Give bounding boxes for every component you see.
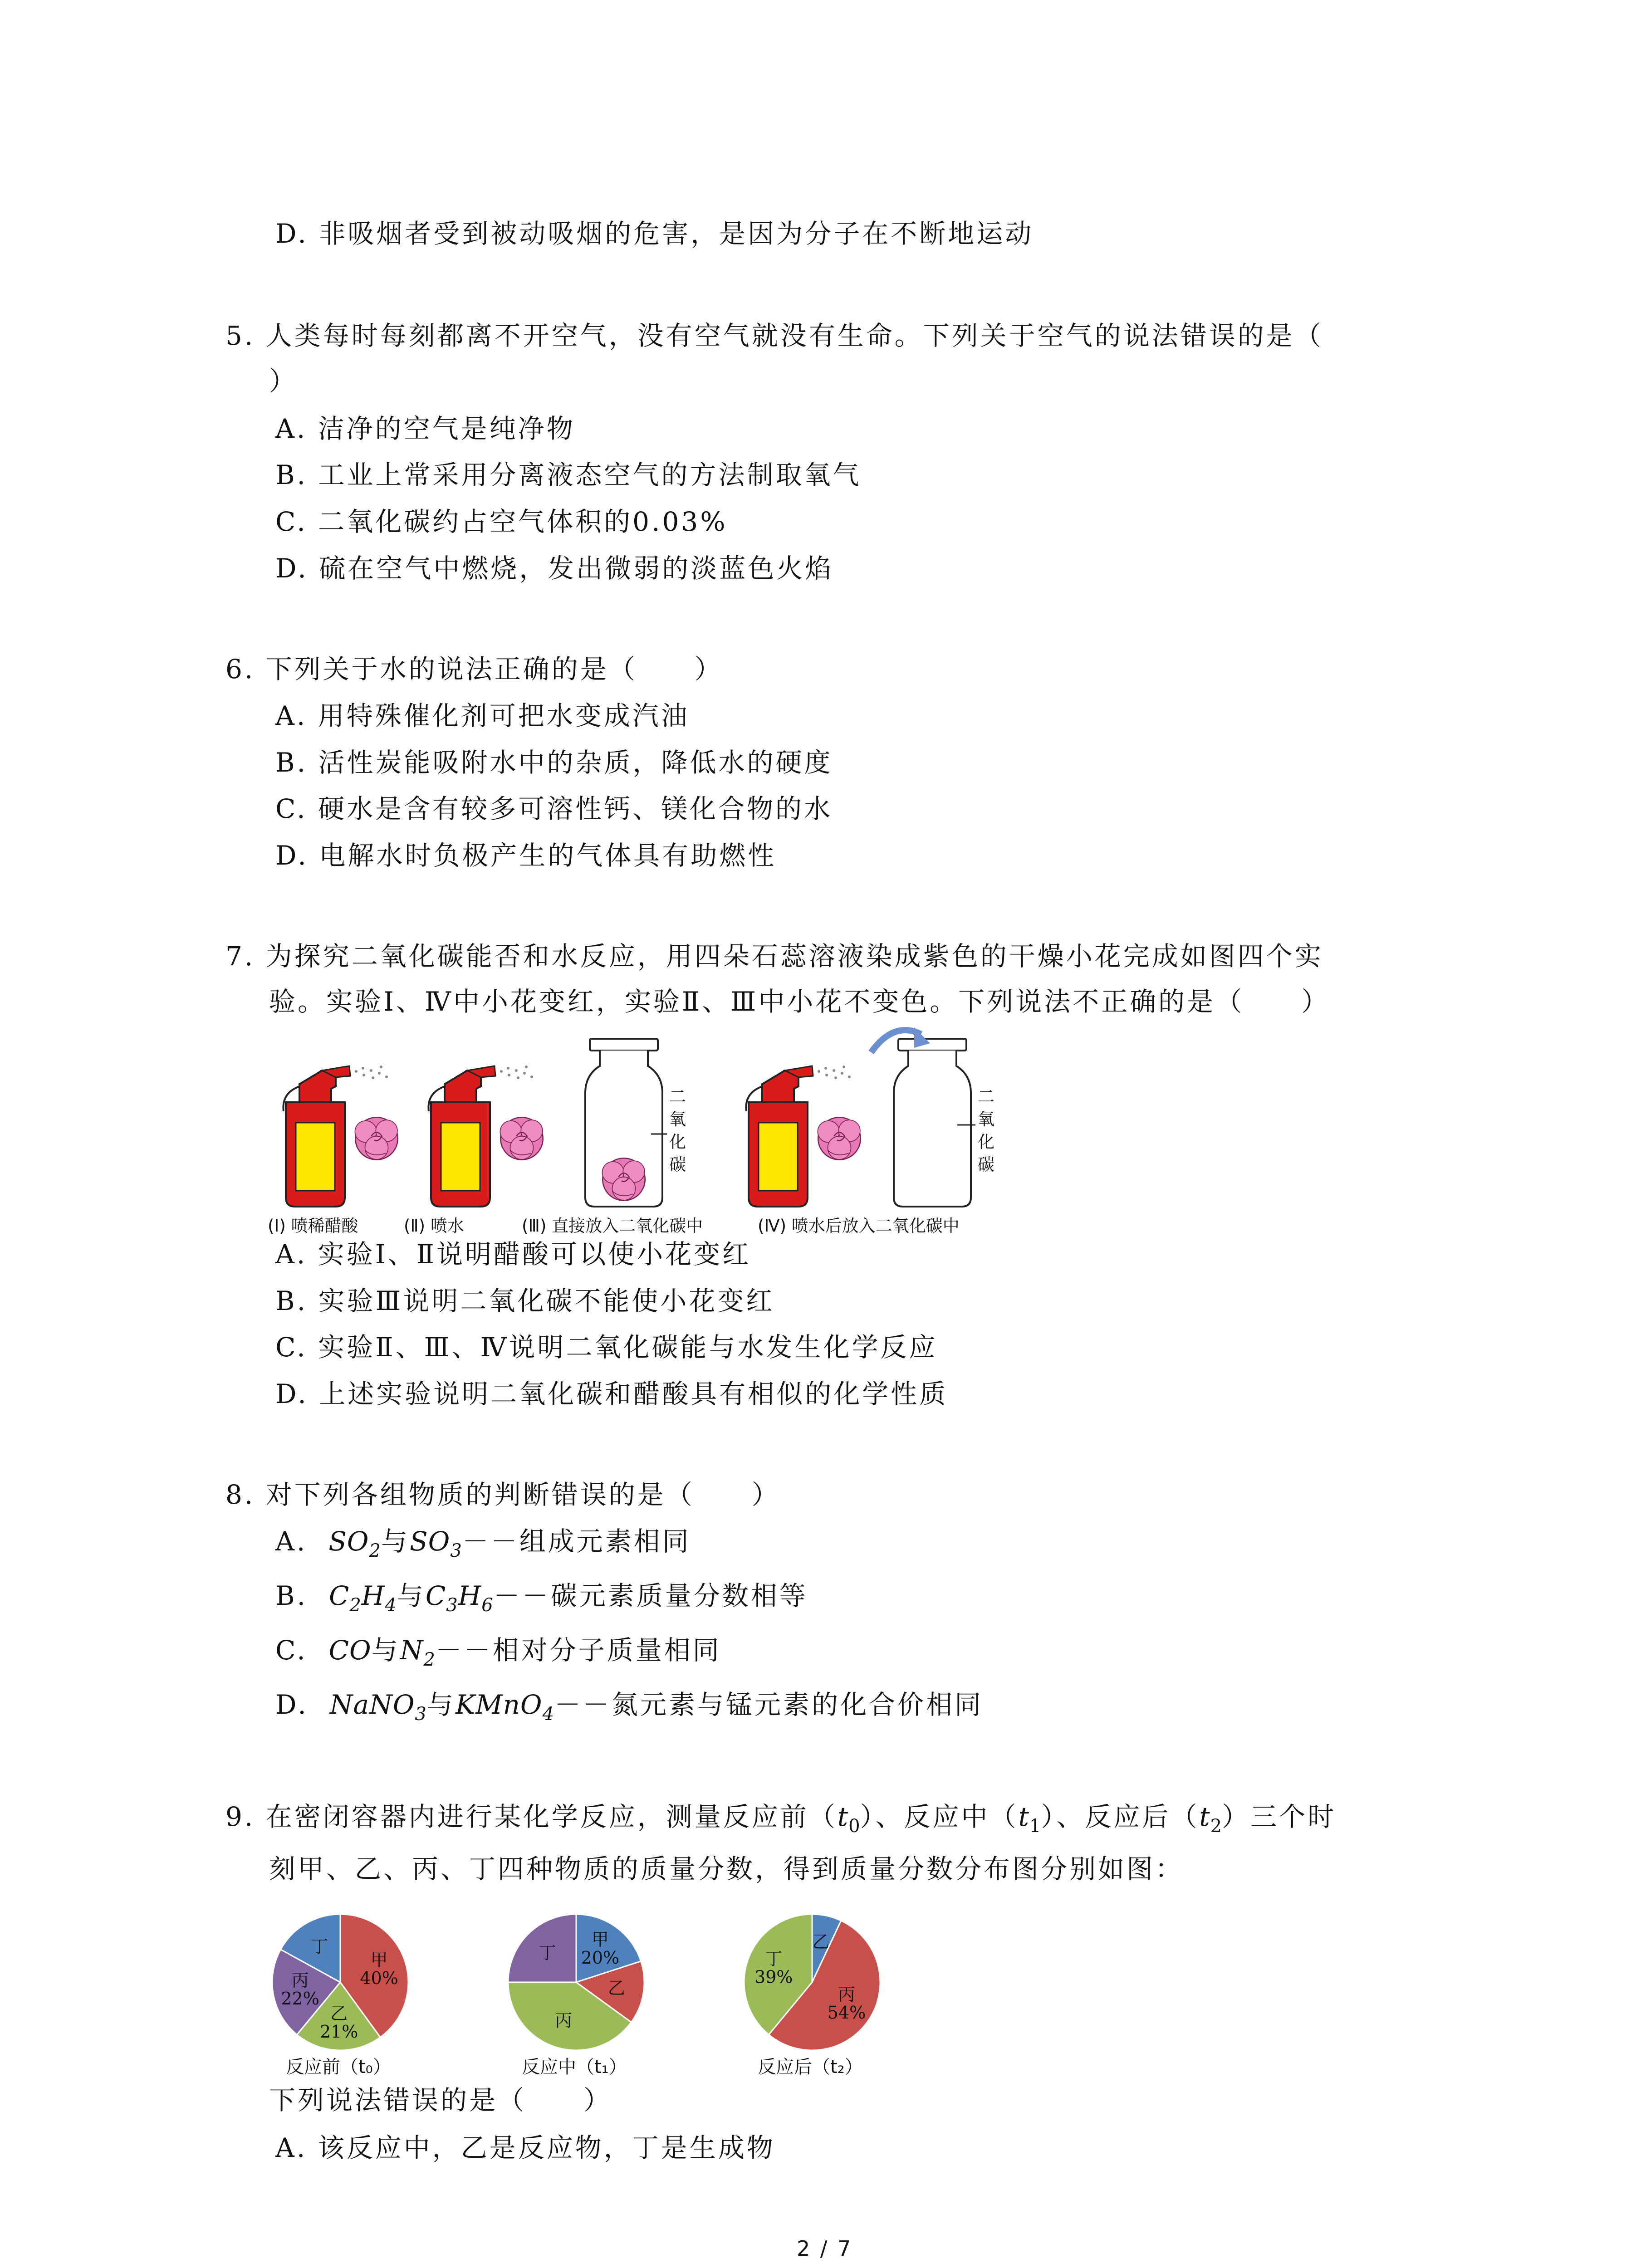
- caption-exp1: (I) 喷稀醋酸: [268, 1216, 358, 1236]
- pie-caption-t0: 反应前（t₀）: [286, 2057, 391, 2077]
- pie-label-1-3: 丁: [539, 1943, 556, 1963]
- pie-label-1-0: 甲: [591, 1930, 609, 1950]
- q5-option-b: B. 工业上常采用分离液态空气的方法制取氧气: [275, 459, 862, 490]
- page-number: 2 / 7: [797, 2236, 853, 2261]
- pie-label-2-2: 39%: [754, 1967, 793, 1987]
- pie-label-0-1: 乙: [330, 2003, 348, 2024]
- q7-option-d: D. 上述实验说明二氧化碳和醋酸具有相似的化学性质: [275, 1378, 948, 1409]
- jar-label-4-char2: 氧: [978, 1110, 994, 1129]
- flower-icon: [602, 1158, 645, 1201]
- pie-caption-t2: 反应后（t₂）: [758, 2057, 863, 2077]
- q4-option-d: D. 非吸烟者受到被动吸烟的危害，是因为分子在不断地运动: [275, 218, 1034, 249]
- q5-stem-line1: 5. 人类每时每刻都离不开空气，没有空气就没有生命。下列关于空气的说法错误的是（: [225, 320, 1323, 351]
- q8-option-b: B. $C_2H_4$与$C_3H_6--$碳元素质量分数相等: [275, 1580, 808, 1616]
- jar-label-4-char1: 二: [978, 1087, 994, 1106]
- q5-option-d: D. 硫在空气中燃烧，发出微弱的淡蓝色火焰: [275, 553, 834, 584]
- q8-option-c: C. CO与$N_2--$相对分子质量相同: [275, 1635, 721, 1670]
- pie-label-0-0: 40%: [360, 1968, 398, 1989]
- jar-label-4-char3: 化: [978, 1132, 994, 1152]
- jar-label-3-char1: 二: [669, 1087, 686, 1106]
- pie-label-2-1: 54%: [827, 2003, 866, 2023]
- pie-label-1-2: 丙: [555, 2010, 573, 2031]
- q6-option-d: D. 电解水时负极产生的气体具有助燃性: [275, 840, 777, 871]
- q9-stem-line2: 刻甲、乙、丙、丁四种物质的质量分数，得到质量分数分布图分别如图：: [269, 1853, 1184, 1884]
- flower-icon: [818, 1117, 860, 1160]
- q6-stem: 6. 下列关于水的说法正确的是（ ）: [225, 654, 723, 684]
- q7-option-c: C. 实验Ⅱ、Ⅲ、Ⅳ说明二氧化碳能与水发生化学反应: [275, 1332, 938, 1363]
- q8-option-d: D. NaNO$_3$与KMnO$_4$－－氮元素与锰元素的化合价相同: [275, 1689, 983, 1725]
- q7-stem-line2: 验。实验I、Ⅳ中小花变红，实验Ⅱ、Ⅲ中小花不变色。下列说法不正确的是（ ）: [269, 986, 1330, 1017]
- q6-option-b: B. 活性炭能吸附水中的杂质，降低水的硬度: [275, 747, 833, 778]
- pie-label-0-2: 丙: [291, 1970, 309, 1990]
- jar-label-3-char2: 氧: [669, 1110, 686, 1129]
- pie-label-2-2: 丁: [765, 1949, 783, 1969]
- jar-label-3-char3: 化: [669, 1132, 686, 1152]
- q7-stem-line1: 7. 为探究二氧化碳能否和水反应，用四朵石蕊溶液染成紫色的干燥小花完成如图四个实: [225, 941, 1323, 972]
- q5-option-a: A. 洁净的空气是纯净物: [275, 413, 575, 444]
- pie-caption-t1: 反应中（t₁）: [522, 2057, 627, 2077]
- q6-option-c: C. 硬水是含有较多可溶性钙、镁化合物的水: [275, 793, 833, 824]
- pie-label-2-0: 乙: [812, 1932, 830, 1952]
- flower-icon: [500, 1117, 543, 1160]
- q8-option-a: A. $SO_2$与$SO_3--$组成元素相同: [275, 1526, 691, 1561]
- q9-stem-line1: 9. 在密闭容器内进行某化学反应，测量反应前$(t_0)$、反应中$(t_1)$、反应后$(t_2)$三个时: [225, 1801, 1337, 1837]
- q7-option-a: A. 实验Ⅰ、Ⅱ说明醋酸可以使小花变红: [275, 1239, 751, 1270]
- q9-stem-line3: 下列说法错误的是（ ）: [269, 2085, 612, 2116]
- pie-label-0-2: 22%: [281, 1988, 319, 2009]
- q6-option-a: A. 用特殊催化剂可把水变成汽油: [275, 700, 690, 731]
- pie-label-1-1: 乙: [607, 1978, 625, 1999]
- flower-icon: [355, 1117, 397, 1160]
- q5-stem-line2: ）: [269, 366, 298, 396]
- jar-label-4-char4: 碳: [978, 1155, 994, 1174]
- pie-label-1-0: 20%: [581, 1948, 620, 1968]
- caption-exp4: (Ⅳ) 喷水后放入二氧化碳中: [758, 1216, 960, 1236]
- q9-pie-charts: [268, 1892, 894, 2064]
- pie-label-0-0: 甲: [370, 1950, 388, 1970]
- jar-label-3-char4: 碳: [669, 1155, 686, 1174]
- q7-experiment-figure: [268, 1025, 1012, 1243]
- pie-label-2-1: 丙: [838, 1984, 855, 2005]
- q5-option-c: C. 二氧化碳约占空气体积的0.03%: [275, 506, 728, 537]
- pie-label-0-3: 丁: [311, 1936, 328, 1957]
- q7-option-b: B. 实验Ⅲ说明二氧化碳不能使小花变红: [275, 1286, 775, 1316]
- q9-option-a: A. 该反应中，乙是反应物，丁是生成物: [275, 2132, 775, 2163]
- caption-exp2: (Ⅱ) 喷水: [404, 1216, 464, 1236]
- pie-label-0-1: 21%: [319, 2021, 358, 2042]
- q8-stem: 8. 对下列各组物质的判断错误的是（ ）: [225, 1479, 780, 1510]
- caption-exp3: (Ⅲ) 直接放入二氧化碳中: [522, 1216, 703, 1236]
